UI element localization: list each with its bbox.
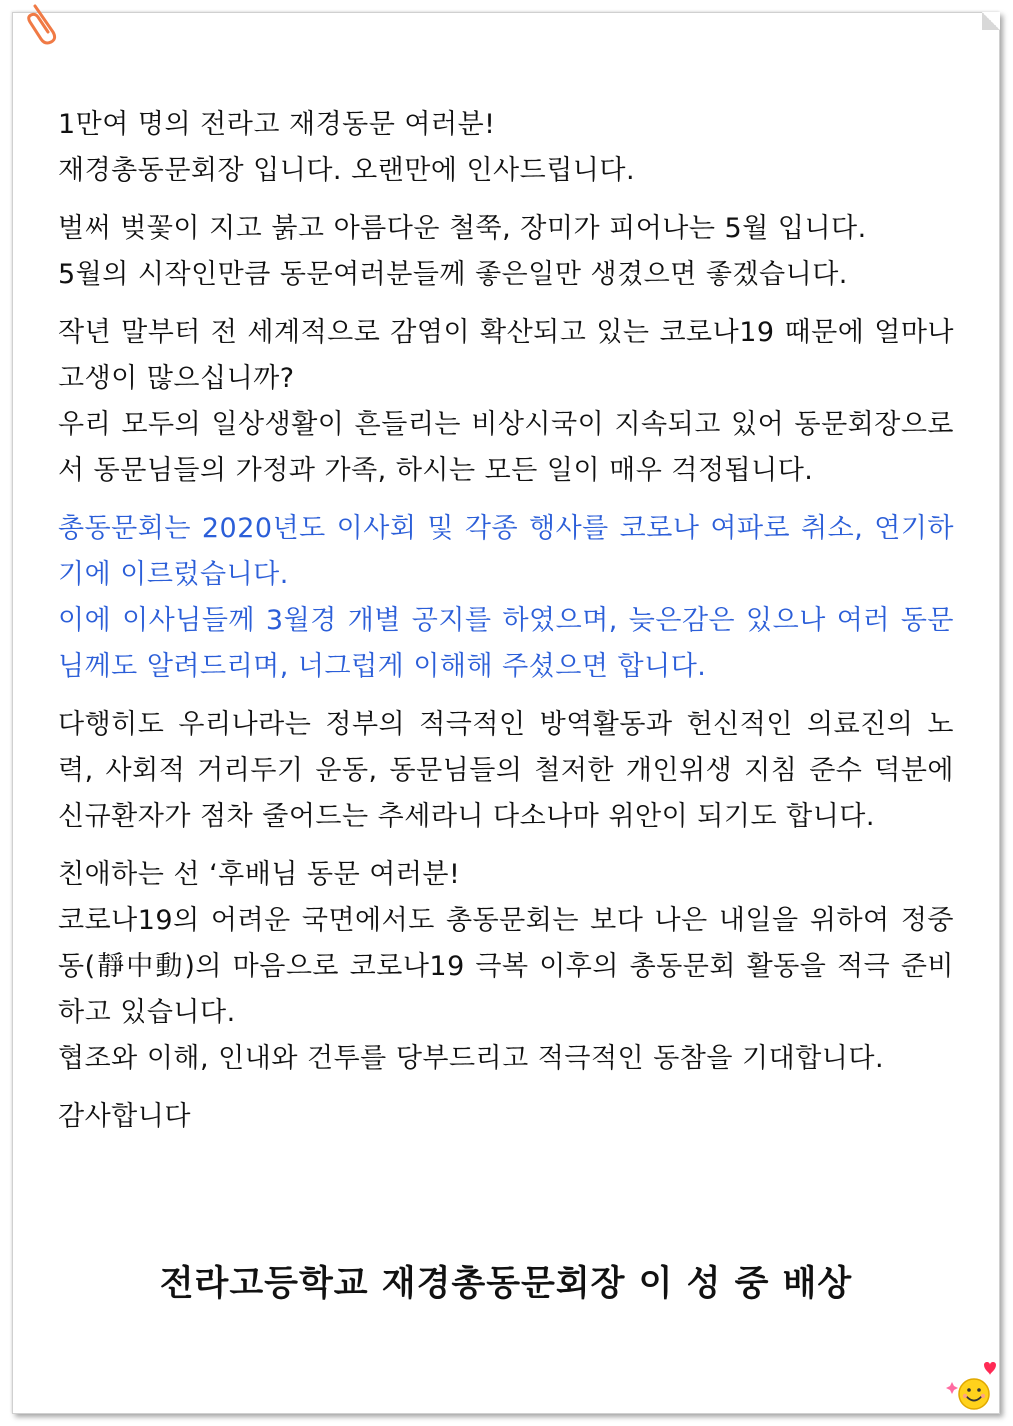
- paperclip-icon: [26, 2, 60, 46]
- paragraph-may: [58, 206, 954, 298]
- letter-body: [58, 102, 954, 1152]
- text-line: 코로나19의 어려운 국면에서도 총동문회는 보다 나은 내일을 위하여 정중동(靜中動)의 마음으로 코로나19 극복 이후의 총동문회 활동을 적극 준비하고 있습니다.: [58, 905, 954, 1028]
- paper-corner-fold: [982, 12, 1000, 30]
- notice-line: 이에 이사님들께 3월경 개별 공지를 하였으며, 늦은감은 있으나 여러 동문님께도 알려드리며, 너그럽게 이해해 주셨으면 합니다.: [58, 605, 954, 682]
- text-line: 다행히도 우리나라는 정부의 적극적인 방역활동과 헌신적인 의료진의 노력, 사회적 거리두기 운동, 동문님들의 철저한 개인위생 지침 준수 덕분에 신규환자가 점차 줄어드는 추세라니 다소나마 위안이 되기도 합니다.: [58, 709, 954, 832]
- paragraph-relief: [58, 702, 954, 840]
- greeting-line: 1만여 명의 전라고 재경동문 여러분!: [58, 109, 496, 140]
- paragraph-greeting: [58, 102, 954, 194]
- text-line: 협조와 이해, 인내와 건투를 당부드리고 적극적인 동참을 기대합니다.: [58, 1043, 885, 1074]
- paragraph-thanks: [58, 1094, 954, 1140]
- text-line: 5월의 시작인만큼 동문여러분들께 좋은일만 생겼으면 좋겠습니다.: [58, 259, 848, 290]
- text-line: 작년 말부터 전 세계적으로 감염이 확산되고 있는 코로나19 때문에 얼마나 고생이 많으십니까?: [58, 317, 954, 394]
- closing-line: 감사합니다: [58, 1101, 191, 1132]
- notice-line: 총동문회는 2020년도 이사회 및 각종 행사를 코로나 여파로 취소, 연기하기에 이르렀습니다.: [58, 513, 954, 590]
- signature: 전라고등학교 재경총동문회장 이 성 중 배상: [159, 1264, 853, 1304]
- smiley-icon: [944, 1358, 1000, 1414]
- paragraph-covid: [58, 310, 954, 494]
- text-line: 우리 모두의 일상생활이 흔들리는 비상시국이 지속되고 있어 동문회장으로서 동문님들의 가정과 가족, 하시는 모든 일이 매우 걱정됩니다.: [58, 409, 954, 486]
- paragraph-notice: [58, 506, 954, 690]
- text-line: 친애하는 선 ‘후배님 동문 여러분!: [58, 859, 461, 890]
- paragraph-appeal: [58, 852, 954, 1082]
- text-line: 벌써 벚꽃이 지고 붉고 아름다운 철쭉, 장미가 피어나는 5월 입니다.: [58, 213, 867, 244]
- introduction-line: 재경총동문회장 입니다. 오랜만에 인사드립니다.: [58, 155, 636, 186]
